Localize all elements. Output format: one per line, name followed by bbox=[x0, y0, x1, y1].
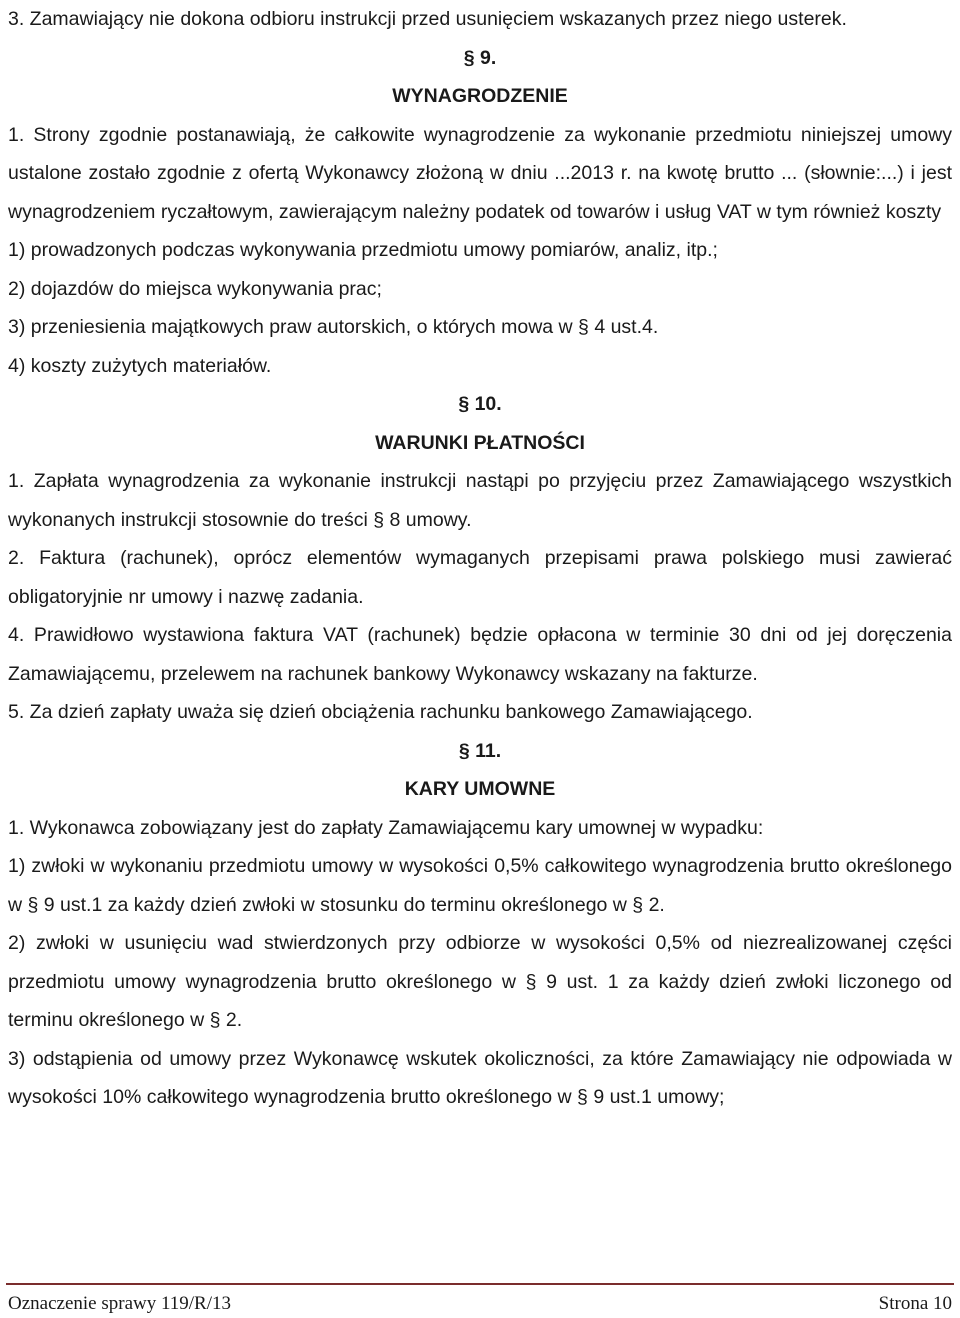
section-10-number: § 10. bbox=[458, 393, 502, 415]
section-9-heading bbox=[8, 39, 952, 116]
page-number: Strona 10 bbox=[878, 1293, 952, 1314]
section-9-item-2: 2) dojazdów do miejsca wykonywania prac; bbox=[8, 277, 382, 300]
section-11-paragraph-1: 1. Wykonawca zobowiązany jest do zapłaty Zamawiającemu kary umownej w wypadku: bbox=[8, 816, 764, 839]
section-10-title: WARUNKI PŁATNOŚCI bbox=[375, 431, 585, 454]
section-9-paragraph-1: 1. Strony zgodnie postanawiają, że całkowite wynagrodzenie za wykonanie przedmiotu niniejszej umowy ustalone zostało zgodnie z ofertą Wykonawcy złożoną w dniu ...2013 r. na kwotę brutto ... (słownie:...) i jest wynagrodzeniem ryczałtowym, zawierającym należny podatek od towarów i usług VAT w tym również koszty bbox=[8, 123, 952, 223]
document-body bbox=[8, 0, 952, 1117]
section-9-item-1: 1) prowadzonych podczas wykonywania przedmiotu umowy pomiarów, analiz, itp.; bbox=[8, 239, 718, 261]
section-10-paragraph-5: 5. Za dzień zapłaty uważa się dzień obciążenia rachunku bankowego Zamawiającego. bbox=[8, 701, 753, 723]
section-10-paragraph-2: 2. Faktura (rachunek), oprócz elementów wymaganych przepisami prawa polskiego musi zawierać obligatoryjnie nr umowy i nazwę zadania. bbox=[8, 547, 952, 608]
section-10-heading bbox=[8, 385, 952, 462]
section-11-item-3: 3) odstąpienia od umowy przez Wykonawcę wskutek okoliczności, za które Zamawiający nie odpowiada w wysokości 10% całkowitego wynagrodzenia brutto określonego w § 9 ust.1 umowy; bbox=[8, 1047, 952, 1108]
section-9-number: § 9. bbox=[463, 46, 497, 69]
page-footer bbox=[8, 1293, 952, 1315]
footer-separator bbox=[6, 1283, 954, 1285]
section-9-item-4: 4) koszty zużytych materiałów. bbox=[8, 354, 272, 377]
section-11-item-2: 2) zwłoki w usunięciu wad stwierdzonych przy odbiorze w wysokości 0,5% od niezrealizowanej części przedmiotu umowy wynagrodzenia brutto określonego w § 9 ust. 1 za każdy dzień zwłoki liczonego od terminu określonego w § 2. bbox=[8, 932, 952, 1031]
section-10-paragraph-1: 1. Zapłata wynagrodzenia za wykonanie instrukcji nastąpi po przyjęciu przez Zamawiającego wszystkich wykonanych instrukcji stosownie do treści § 8 umowy. bbox=[8, 470, 952, 531]
section-10-paragraph-4: 4. Prawidłowo wystawiona faktura VAT (rachunek) będzie opłacona w terminie 30 dni od jej doręczenia Zamawiającemu, przelewem na rachunek bankowy Wykonawcy wskazany na fakturze. bbox=[8, 624, 952, 685]
paragraph-3-odbior: 3. Zamawiający nie dokona odbioru instrukcji przed usunięciem wskazanych przez niego usterek. bbox=[8, 8, 847, 30]
section-11-title: KARY UMOWNE bbox=[404, 778, 556, 800]
section-11-number: § 11. bbox=[458, 739, 502, 762]
section-11-item-1: 1) zwłoki w wykonaniu przedmiotu umowy w wysokości 0,5% całkowitego wynagrodzenia brutto określonego w § 9 ust.1 za każdy dzień zwłoki w stosunku do terminu określonego w § 2. bbox=[8, 855, 952, 916]
section-11-heading bbox=[8, 732, 952, 809]
section-9-item-3: 3) przeniesienia majątkowych praw autorskich, o których mowa w § 4 ust.4. bbox=[8, 316, 659, 338]
case-number: Oznaczenie sprawy 119/R/13 bbox=[8, 1293, 231, 1314]
section-9-title: WYNAGRODZENIE bbox=[392, 85, 568, 107]
